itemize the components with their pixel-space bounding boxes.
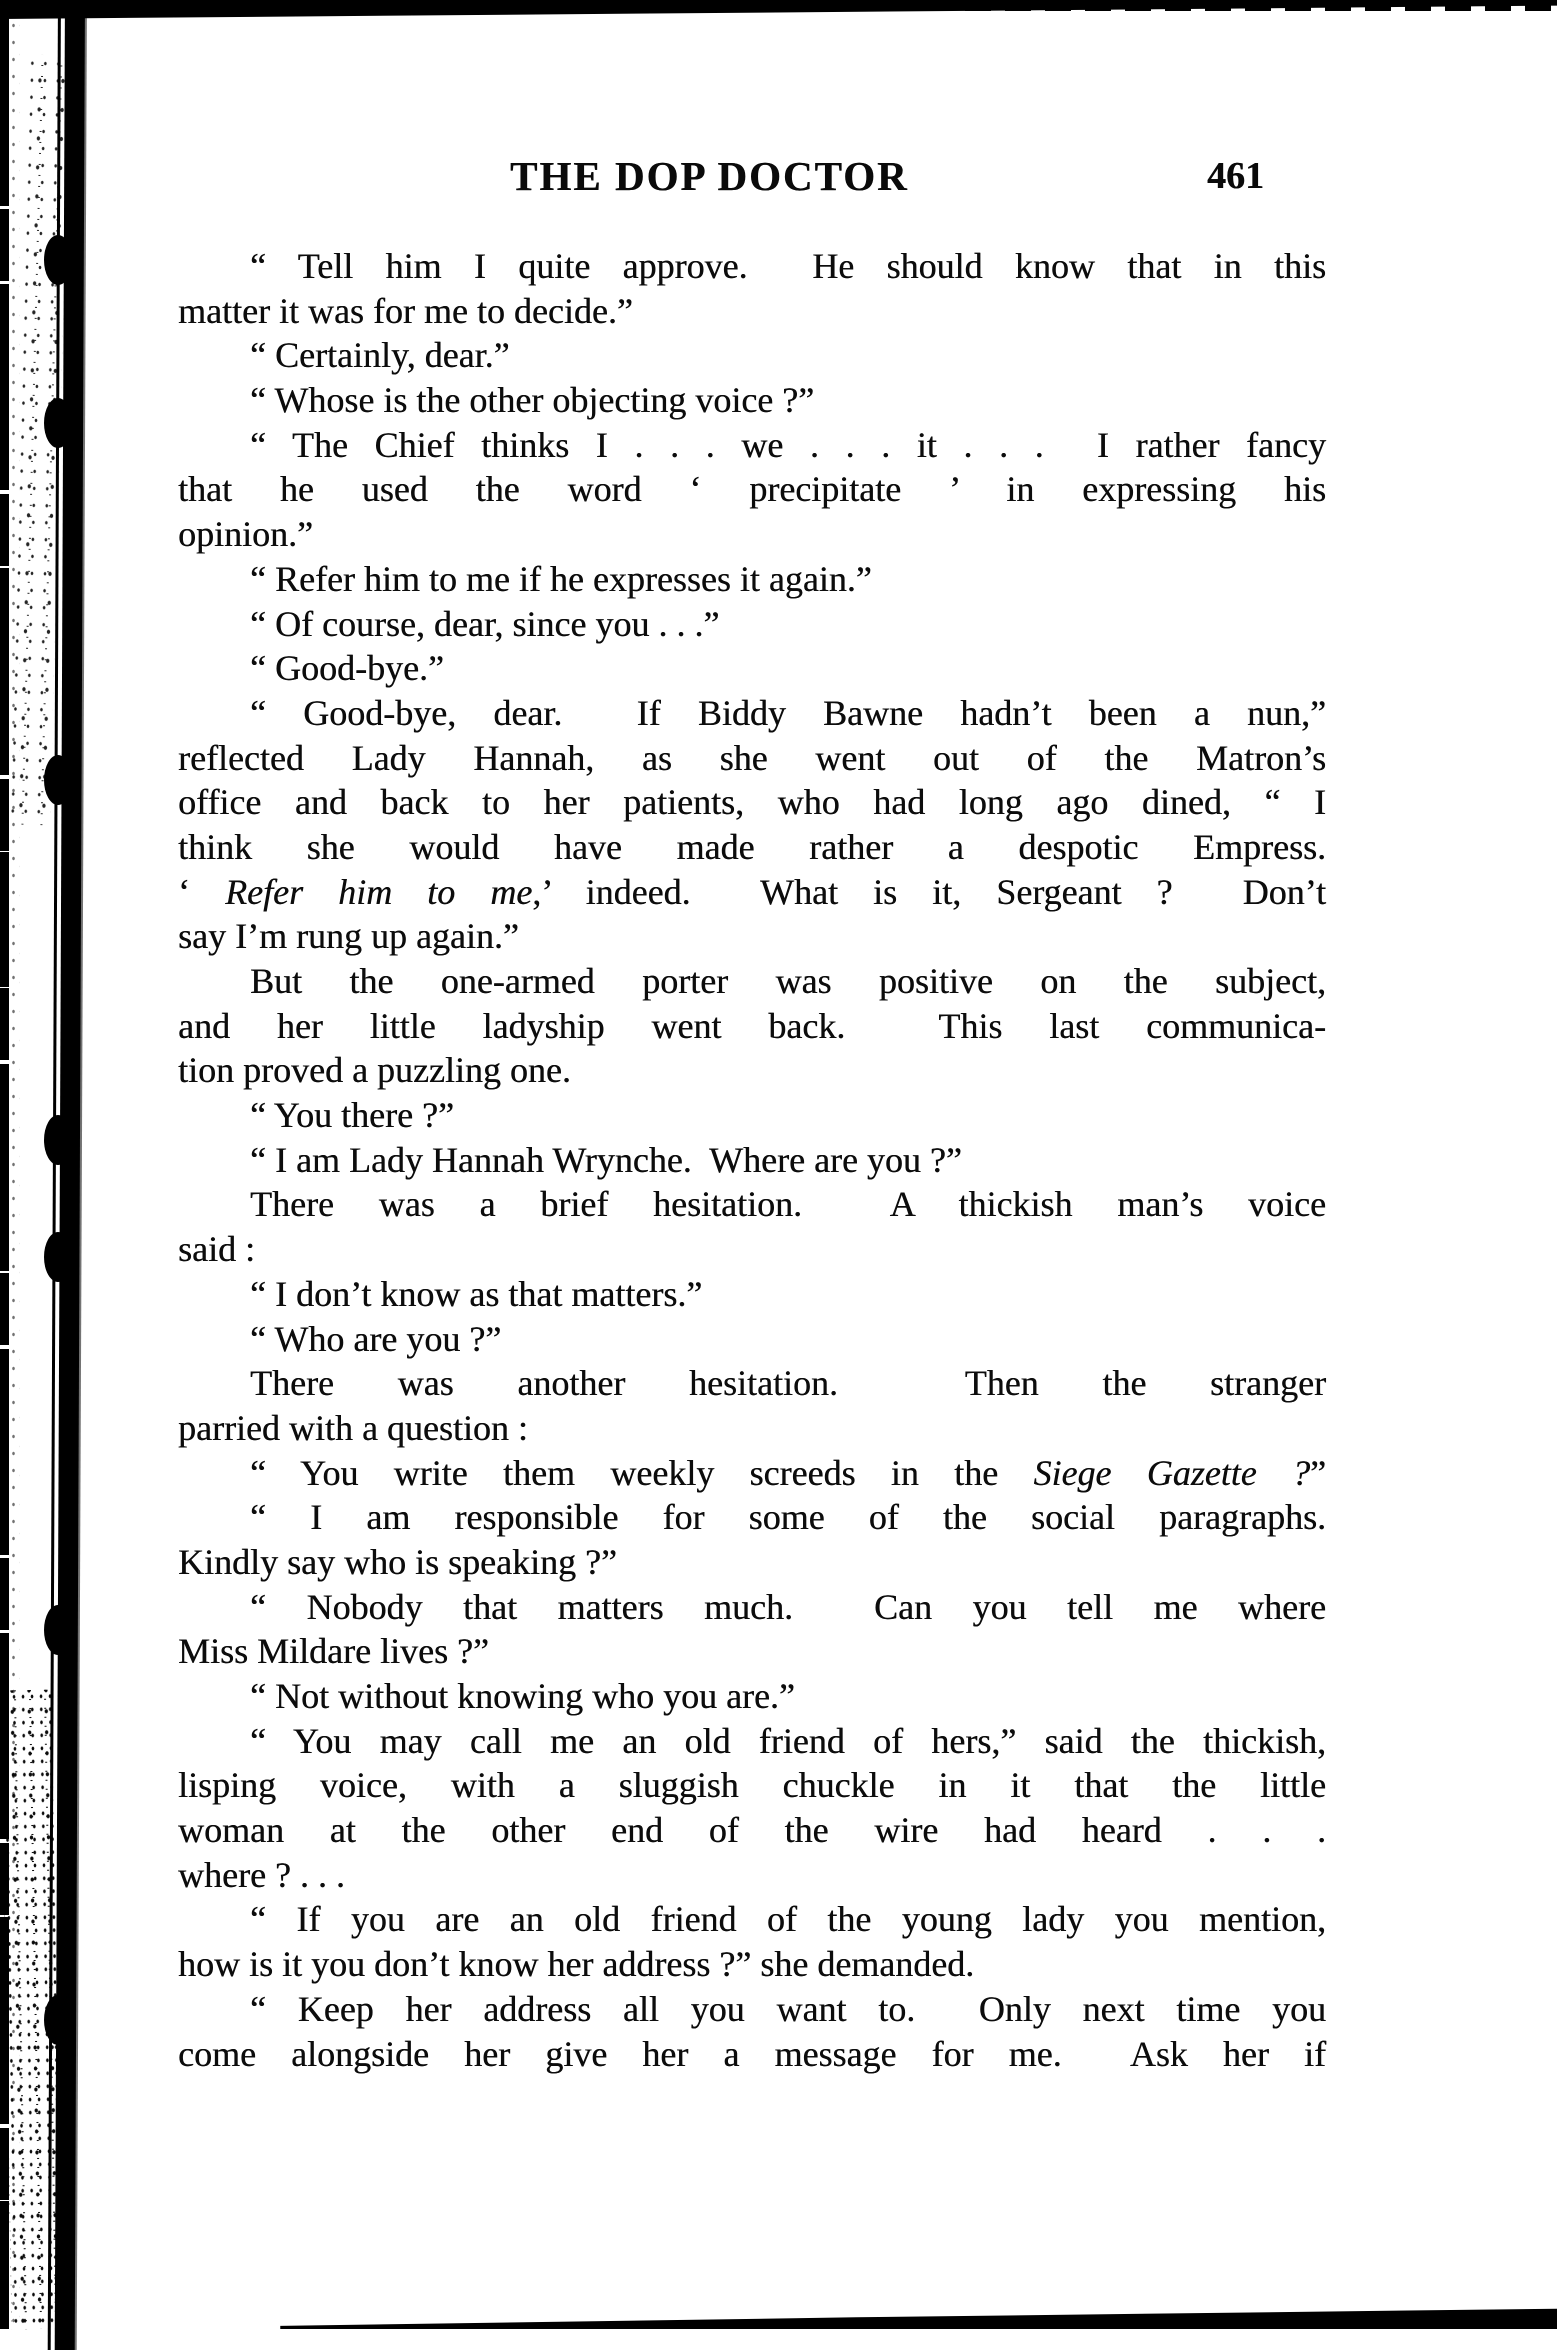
binding-mark xyxy=(44,755,72,805)
text-line: There was a brief hesitation. A thickish man’s voice xyxy=(250,1184,1326,1225)
text-line: lisping voice, with a sluggish chuckle in it that the little xyxy=(178,1765,1326,1806)
text-line: “ Certainly, dear.” xyxy=(250,335,510,376)
text-line: Miss Mildare lives ?” xyxy=(178,1631,489,1672)
text-line: office and back to her patients, who had long ago dined, “ I xyxy=(178,782,1326,823)
text-line: “ I don’t know as that matters.” xyxy=(250,1273,703,1314)
text-line: “ I am Lady Hannah Wrynche. Where are you ?” xyxy=(250,1139,962,1180)
text-line: “ You there ?” xyxy=(250,1095,454,1136)
text-line: come alongside her give her a message for me. Ask her if xyxy=(178,2033,1326,2074)
binding-mark xyxy=(44,1995,72,2045)
text-line: “ Whose is the other objecting voice ?” xyxy=(250,380,815,421)
text-line: that he used the word ‘ precipitate ’ in expressing his xyxy=(178,469,1326,510)
text-line: parried with a question : xyxy=(178,1407,528,1448)
text-line: where ? . . . xyxy=(178,1854,345,1895)
text-line: matter it was for me to decide.” xyxy=(178,290,633,331)
text-line: said : xyxy=(178,1229,255,1270)
text-line: “ Who are you ?” xyxy=(250,1318,502,1359)
bottom-scan-band xyxy=(0,2303,1557,2329)
text-line: “ Good-bye.” xyxy=(250,648,444,689)
page-header xyxy=(178,152,1326,208)
text-line: say I’m rung up again.” xyxy=(178,916,519,957)
text-line: “ Of course, dear, since you . . .” xyxy=(250,603,720,644)
text-line: “ You may call me an old friend of hers,” said the thickish, xyxy=(250,1720,1326,1761)
text-line: “ Refer him to me if he expresses it again.” xyxy=(250,558,872,599)
binding-mark xyxy=(44,398,72,448)
text-line: opinion.” xyxy=(178,514,313,555)
text-line: “ Good-bye, dear. If Biddy Bawne hadn’t been a nun,” xyxy=(250,692,1326,733)
text-line: “ Nobody that matters much. Can you tell me where xyxy=(250,1586,1326,1627)
text-line: “ I am responsible for some of the social paragraphs. xyxy=(250,1497,1326,1538)
text-line: Kindly say who is speaking ?” xyxy=(178,1541,617,1582)
text-line: “ The Chief thinks I . . . we . . . it . . . I rather fancy xyxy=(250,424,1326,465)
binding-mark xyxy=(44,1232,72,1282)
binding-mark xyxy=(44,1605,72,1655)
text-line: “ Keep her address all you want to. Only next time you xyxy=(250,1988,1326,2029)
text-line: woman at the other end of the wire had heard . . . xyxy=(178,1810,1326,1851)
text-line: “ Not without knowing who you are.” xyxy=(250,1676,795,1716)
binding-mark xyxy=(44,1115,72,1165)
text-line: how is it you don’t know her address ?” she demanded. xyxy=(178,1944,975,1985)
running-title: THE DOP DOCTOR xyxy=(510,153,909,199)
text-line: tion proved a puzzling one. xyxy=(178,1050,571,1091)
text-line: But the one-armed porter was positive on the subject, xyxy=(250,961,1326,1001)
text-block xyxy=(178,244,1326,2076)
text-line: There was another hesitation. Then the stranger xyxy=(250,1363,1326,1404)
text-line: and her little ladyship went back. This last communica- xyxy=(178,1005,1326,1046)
page-number: 461 xyxy=(1207,155,1264,197)
top-scan-band-dashes xyxy=(965,5,1557,11)
text-line: reflected Lady Hannah, as she went out of the Matron’s xyxy=(178,737,1326,778)
binding-mark xyxy=(44,235,72,285)
text-line: “ If you are an old friend of the young lady you mention, xyxy=(250,1899,1326,1940)
text-line: think she would have made rather a despotic Empress. xyxy=(178,826,1326,867)
text-line: ‘ Refer him to me,’ indeed. What is it, Sergeant ? Don’t xyxy=(178,871,1327,912)
text-line: “ You write them weekly screeds in the Siege Gazette ?” xyxy=(250,1452,1326,1493)
text-line: “ Tell him I quite approve. He should know that in this xyxy=(250,246,1326,286)
